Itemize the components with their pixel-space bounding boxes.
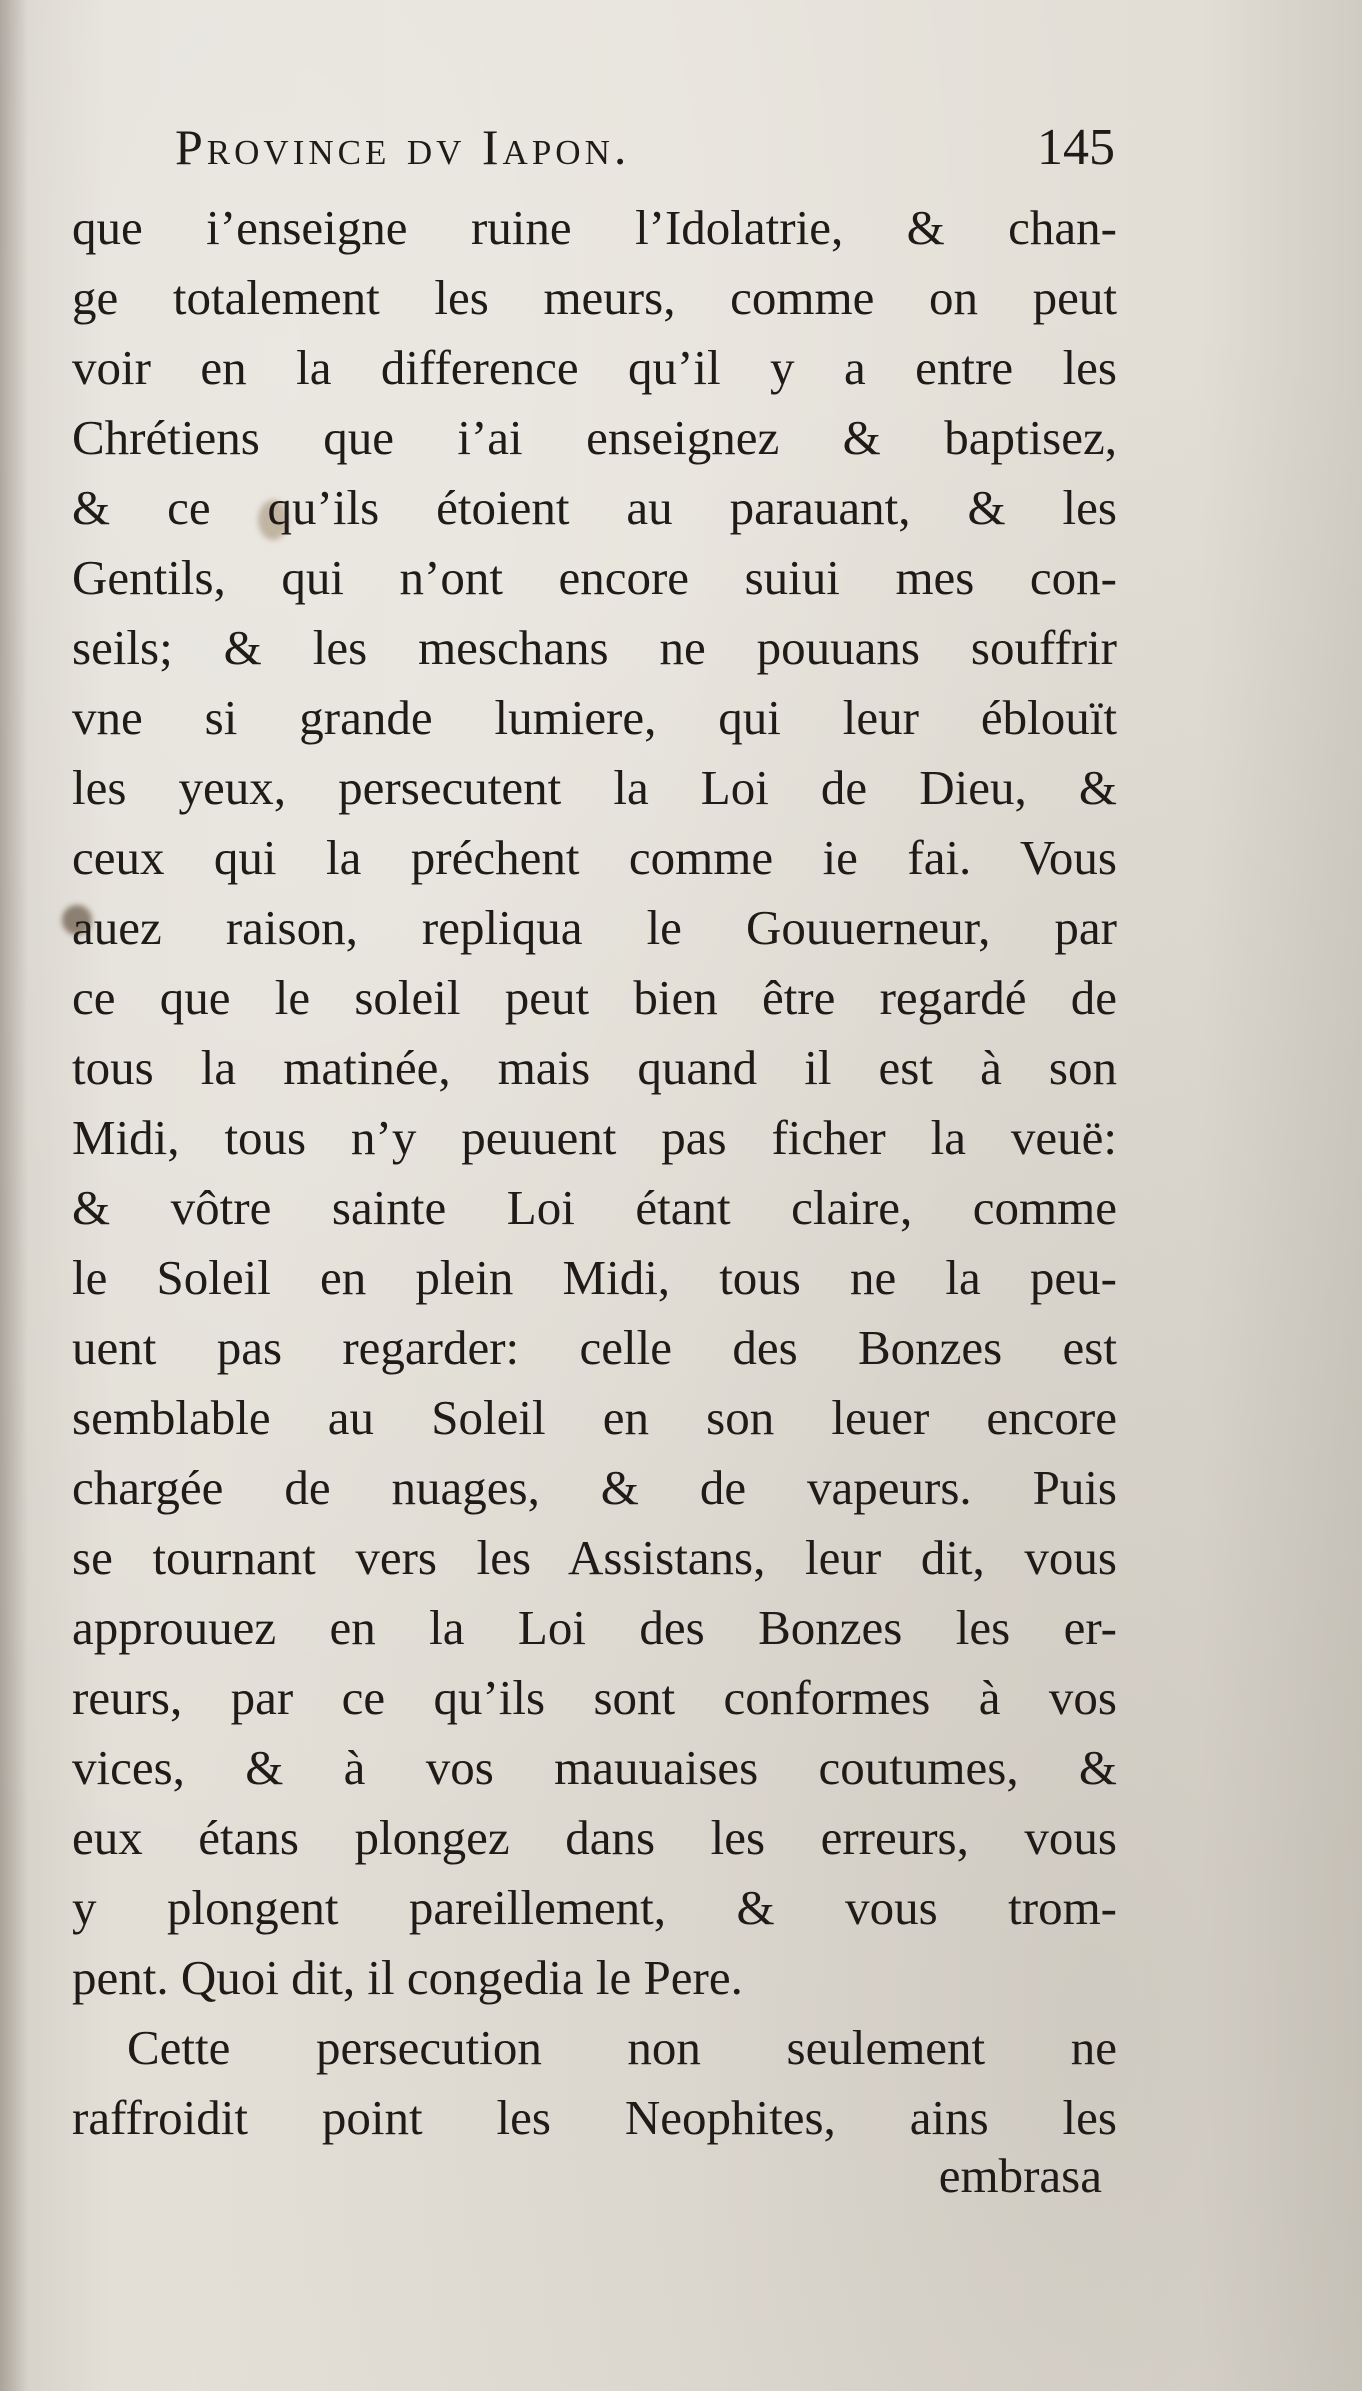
- running-head: Province dv Iapon.: [175, 119, 631, 175]
- text-line: seils; & les meschans ne pouuans souffrir: [72, 620, 1117, 675]
- text-line: Midi, tous n’y peuuent pas ficher la veuë:: [72, 1110, 1117, 1165]
- text-line: raffroidit point les Neophites, ains les: [72, 2090, 1117, 2145]
- text-line: Gentils, qui n’ont encore suiui mes con-: [72, 550, 1117, 605]
- text-line: vne si grande lumiere, qui leur éblouït: [72, 690, 1117, 745]
- text-line: auez raison, repliqua le Gouuerneur, par: [72, 900, 1117, 955]
- text-line: tous la matinée, mais quand il est à son: [72, 1040, 1117, 1095]
- text-line: se tournant vers les Assistans, leur dit, vous: [72, 1530, 1117, 1585]
- text-line: chargée de nuages, & de vapeurs. Puis: [72, 1460, 1117, 1515]
- gutter-shadow: [0, 0, 28, 2391]
- page-number: 145: [1037, 119, 1115, 176]
- text-line: reurs, par ce qu’ils sont conformes à vos: [72, 1670, 1117, 1725]
- text-line: uent pas regarder: celle des Bonzes est: [72, 1320, 1117, 1375]
- body-text: [72, 193, 1117, 2153]
- text-line: ceux qui la préchent comme ie fai. Vous: [72, 830, 1117, 885]
- text-line: y plongent pareillement, & vous trom-: [72, 1880, 1117, 1935]
- text-line: & vôtre sainte Loi étant claire, comme: [72, 1180, 1117, 1235]
- page-header: [175, 118, 1115, 184]
- text-line: que i’enseigne ruine l’Idolatrie, & chan-: [72, 200, 1117, 255]
- text-line: Chrétiens que i’ai enseignez & baptisez,: [72, 410, 1117, 465]
- text-line: eux étans plongez dans les erreurs, vous: [72, 1810, 1117, 1865]
- text-line: voir en la difference qu’il y a entre les: [72, 340, 1117, 395]
- text-line: approuuez en la Loi des Bonzes les er-: [72, 1600, 1117, 1655]
- text-line: & ce qu’ils étoient au parauant, & les: [72, 480, 1117, 535]
- text-line: ge totalement les meurs, comme on peut: [72, 270, 1117, 325]
- text-line: vices, & à vos mauuaises coutumes, &: [72, 1740, 1117, 1795]
- text-line: semblable au Soleil en son leuer encore: [72, 1390, 1117, 1445]
- text-line: le Soleil en plein Midi, tous ne la peu-: [72, 1250, 1117, 1305]
- text-line: Cette persecution non seulement ne: [127, 2020, 1117, 2075]
- text-line: ce que le soleil peut bien être regardé de: [72, 970, 1117, 1025]
- text-line: les yeux, persecutent la Loi de Dieu, &: [72, 760, 1117, 815]
- text-line: pent. Quoi dit, il congedia le Pere.: [72, 1950, 743, 2005]
- catchword: embrasa: [938, 2148, 1102, 2203]
